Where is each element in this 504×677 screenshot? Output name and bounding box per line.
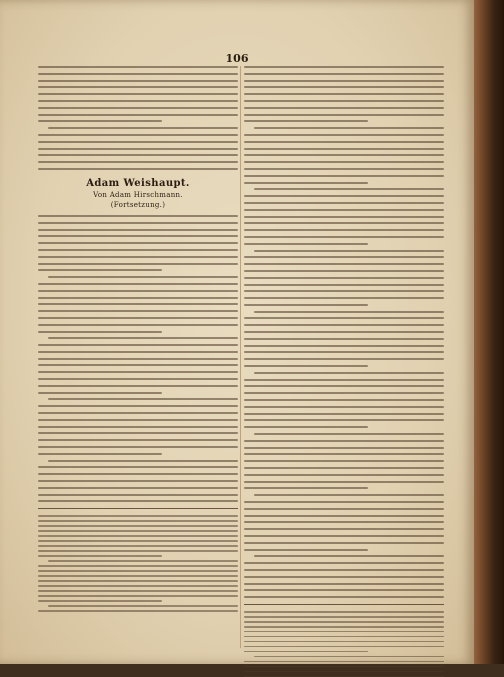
text-line (244, 521, 444, 523)
text-line (244, 114, 444, 116)
text-line (38, 317, 238, 319)
text-line (244, 406, 444, 408)
text-line (244, 270, 444, 272)
text-line (254, 311, 444, 313)
text-line (244, 631, 444, 632)
text-line (244, 365, 368, 367)
text-line (38, 405, 238, 407)
text-line (38, 148, 238, 150)
text-line (244, 345, 444, 347)
text-line (38, 134, 238, 136)
text-line (38, 570, 238, 571)
text-line (38, 426, 238, 428)
text-line (38, 550, 238, 551)
text-line (244, 284, 444, 286)
text-line (48, 127, 238, 129)
text-line (244, 209, 444, 211)
text-line (38, 229, 238, 231)
text-line (38, 93, 238, 95)
left-text-top (38, 66, 238, 170)
text-line (254, 656, 444, 657)
text-line (244, 222, 444, 224)
text-line (38, 86, 238, 88)
text-line (244, 621, 444, 622)
text-line (244, 134, 444, 136)
text-line (244, 616, 444, 617)
text-line (244, 508, 444, 510)
text-line (244, 651, 368, 652)
text-line (244, 589, 444, 591)
text-line (38, 480, 238, 482)
footnote-rule-left (38, 508, 238, 509)
text-line (38, 385, 238, 387)
article-continuation: (Fortsetzung.) (110, 200, 166, 209)
right-footnotes (244, 611, 444, 677)
text-line (244, 661, 444, 662)
text-line (244, 413, 444, 415)
text-line (48, 276, 238, 278)
text-line (38, 235, 238, 237)
text-line (38, 324, 238, 326)
text-line (38, 351, 238, 353)
text-line (244, 358, 444, 360)
text-line (38, 73, 238, 75)
text-line (244, 501, 444, 503)
text-line (48, 605, 238, 606)
text-line (244, 549, 368, 551)
right-column (244, 66, 444, 648)
text-line (254, 188, 444, 190)
text-line (244, 562, 444, 564)
text-line (244, 671, 444, 672)
text-line (244, 297, 444, 299)
text-line (244, 535, 444, 537)
text-line (244, 426, 368, 428)
text-line (244, 202, 444, 204)
text-line (244, 236, 444, 238)
text-line (244, 666, 444, 667)
text-line (244, 583, 444, 585)
text-line (38, 222, 238, 224)
text-line (244, 392, 444, 394)
text-line (244, 290, 444, 292)
text-line (38, 487, 238, 489)
text-line (244, 100, 444, 102)
text-line (38, 80, 238, 82)
text-line (38, 303, 238, 305)
text-line (38, 392, 162, 394)
text-line (254, 433, 444, 435)
text-line (244, 141, 444, 143)
text-line (244, 487, 368, 489)
text-line (244, 636, 444, 637)
text-line (244, 515, 444, 517)
text-line (38, 107, 238, 109)
text-line (38, 565, 238, 566)
text-line (38, 575, 238, 576)
text-line (244, 195, 444, 197)
text-line (38, 168, 238, 170)
text-line (38, 439, 238, 441)
text-line (254, 250, 444, 252)
text-line (244, 73, 444, 75)
text-line (244, 86, 444, 88)
page-number: 106 (225, 52, 249, 65)
text-line (244, 66, 444, 68)
text-line (244, 338, 444, 340)
text-line (38, 66, 238, 68)
text-line (38, 161, 238, 163)
text-line (254, 494, 444, 496)
text-line (38, 419, 238, 421)
text-line (244, 243, 368, 245)
text-line (38, 364, 238, 366)
text-line (48, 398, 238, 400)
text-line (244, 569, 444, 571)
text-line (244, 351, 444, 353)
left-text-body (38, 215, 238, 502)
text-line (38, 120, 162, 122)
text-line (244, 399, 444, 401)
text-line (244, 467, 444, 469)
text-line (38, 242, 238, 244)
text-line (244, 576, 444, 578)
text-line (254, 372, 444, 374)
text-line (244, 331, 444, 333)
text-line (38, 500, 238, 502)
text-line (244, 182, 368, 184)
text-line (38, 215, 238, 217)
text-line (48, 460, 238, 462)
article-title: Adam Weishaupt. (86, 177, 190, 189)
text-line (38, 585, 238, 586)
text-line (244, 161, 444, 163)
article-heading (38, 178, 238, 209)
text-line (38, 520, 238, 521)
text-line (244, 447, 444, 449)
text-line (38, 466, 238, 468)
text-line (38, 290, 238, 292)
text-line (38, 595, 238, 596)
text-line (244, 542, 444, 544)
text-line (244, 120, 368, 122)
text-line (244, 154, 444, 156)
text-line (244, 216, 444, 218)
text-line (38, 283, 238, 285)
text-line (254, 555, 444, 557)
text-line (244, 611, 444, 612)
text-line (38, 249, 238, 251)
text-line (38, 371, 238, 373)
text-line (244, 80, 444, 82)
text-line (38, 555, 162, 556)
text-line (244, 385, 444, 387)
right-text-body (244, 66, 444, 598)
text-line (244, 175, 444, 177)
text-line (254, 127, 444, 129)
text-line (38, 114, 238, 116)
text-line (38, 600, 162, 601)
text-line (244, 474, 444, 476)
text-line (244, 324, 444, 326)
text-line (244, 646, 444, 647)
text-line (38, 331, 162, 333)
footnote-rule-right (244, 604, 444, 605)
text-line (38, 378, 238, 380)
text-line (38, 269, 162, 271)
text-line (38, 446, 238, 448)
text-line (38, 263, 238, 265)
text-line (244, 277, 444, 279)
text-line (38, 540, 238, 541)
left-column (38, 66, 238, 648)
text-line (244, 256, 444, 258)
text-line (38, 358, 238, 360)
text-line (244, 641, 444, 642)
text-line (244, 229, 444, 231)
text-line (244, 481, 444, 483)
text-line (244, 317, 444, 319)
text-line (244, 379, 444, 381)
text-line (38, 344, 238, 346)
text-line (244, 626, 444, 627)
text-line (38, 141, 238, 143)
text-line (38, 412, 238, 414)
text-line (38, 590, 238, 591)
text-line (38, 154, 238, 156)
text-line (244, 453, 444, 455)
text-line (38, 256, 238, 258)
text-line (38, 297, 238, 299)
text-line (244, 440, 444, 442)
text-line (38, 580, 238, 581)
text-line (48, 560, 238, 561)
column-gutter (240, 66, 241, 648)
article-byline: Von Adam Hirschmann. (93, 190, 183, 199)
text-line (244, 148, 444, 150)
text-line (48, 337, 238, 339)
text-line (38, 535, 238, 536)
text-line (38, 453, 162, 455)
text-line (38, 525, 238, 526)
text-line (38, 473, 238, 475)
text-line (38, 432, 238, 434)
text-line (244, 419, 444, 421)
text-line (244, 304, 368, 306)
text-line (38, 610, 238, 611)
left-footnotes (38, 515, 238, 611)
text-line (244, 460, 444, 462)
text-line (244, 168, 444, 170)
text-line (38, 515, 238, 516)
text-line (38, 545, 238, 546)
text-line (38, 100, 238, 102)
text-line (38, 530, 238, 531)
text-line (244, 93, 444, 95)
text-line (244, 107, 444, 109)
text-line (244, 263, 444, 265)
book-edge (470, 0, 504, 664)
text-line (38, 310, 238, 312)
text-line (244, 596, 444, 598)
text-line (38, 494, 238, 496)
text-line (244, 528, 444, 530)
